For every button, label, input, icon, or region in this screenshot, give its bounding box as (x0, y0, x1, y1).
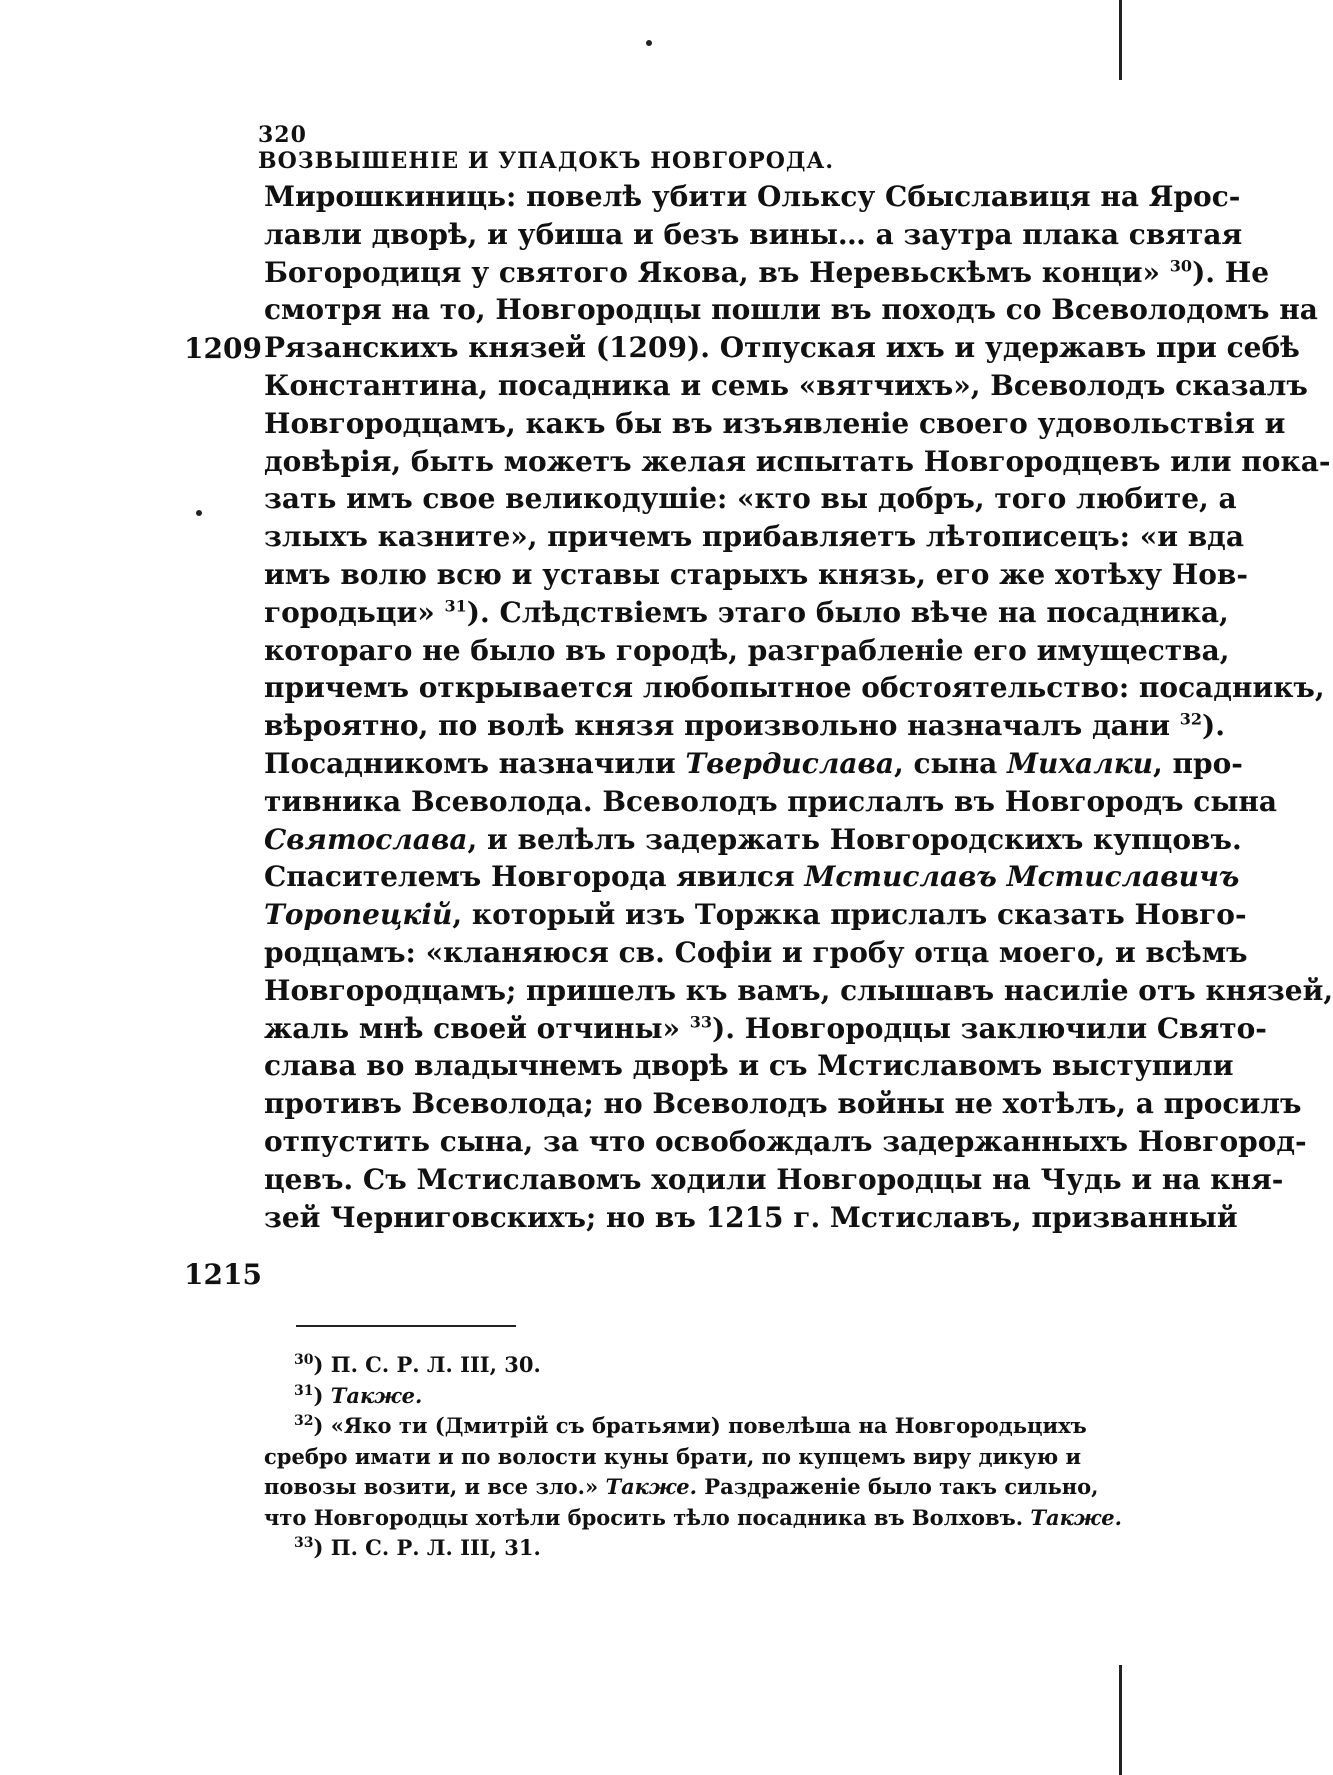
text-line: противъ Всеволода; но Всеволодъ войны не хотѣлъ, а просилъ (264, 1087, 1302, 1121)
page-header (258, 122, 898, 174)
text-line: имъ волю всю и уставы старыхъ князь, его же хотѣху Нов- (264, 557, 1248, 591)
text-line: Спасителемъ Новгорода явился Мстиславъ Мстиславичъ (264, 860, 1240, 894)
text-line: Новгородцамъ; пришелъ къ вамъ, слышавъ насиліе отъ князей, (264, 973, 1333, 1007)
body-text (264, 178, 1333, 1236)
text-line: Константина, посадника и семь «вятчихъ», Всеволодъ сказалъ (264, 368, 1308, 402)
footnote-marker: 33 (294, 1535, 314, 1551)
text-line: Мирошкиниць: повелѣ убити Олькcу Сбыславиця на Ярос- (264, 180, 1241, 213)
text-line: Торопецкій, который изъ Торжка прислалъ сказать Новго- (264, 898, 1247, 932)
footnote-31: $^{31}$) Также. (294, 1382, 423, 1408)
footnote-32-cont: повозы возити, и все зло.» Также. Раздраженіе было такъ сильно, (264, 1474, 1099, 1499)
footnote-32-cont: сребро имати и по волости куны брати, по купцемъ виру дикую и (264, 1443, 1082, 1469)
text-line: довѣрія, быть можетъ желая испытать Новгородцевъ или пока- (264, 444, 1331, 478)
text-line: Богородиця у святого Якова, въ Неревьскѣмъ конци» $^{30}$). Не (264, 255, 1270, 289)
footnote-32-cont: что Новгородцы хотѣли бросить тѣло посадника въ Волховъ. Также. (264, 1504, 1122, 1530)
text-line: котораго не было въ городѣ, разграбленіе его имущества, (264, 633, 1230, 667)
footnote-ref: 33 (689, 1012, 713, 1032)
text-line: отпустить сына, за что освобождалъ задержанныхъ Новгород- (264, 1124, 1307, 1158)
text-line: причемъ открывается любопытное обстоятельство: посадникъ, (264, 671, 1325, 705)
italic-name: Твердислава (685, 746, 895, 780)
page-edge-line-bottom (1119, 1665, 1122, 1775)
text-line: жаль мнѣ своей отчины» $^{33}$). Новгородцы заключили Свято- (264, 1011, 1267, 1045)
scan-speck (646, 40, 652, 46)
text-line: тивника Всеволода. Всеволодъ прислалъ въ Новгородъ сына (264, 784, 1278, 818)
italic-name: Торопецкій (264, 898, 453, 932)
footnote-ref: 30 (1169, 256, 1193, 276)
italic-name: Мстиславъ Мстиславичъ (804, 860, 1240, 894)
italic-name: Михалки (1007, 746, 1154, 780)
text-line: зать имъ свое великодушіе: «кто вы добръ, того любите, а (264, 482, 1237, 516)
margin-year-1209: 1209 (184, 332, 262, 365)
text-line: родцамъ: «кланяюся св. Софіи и гробу отца моего, и всѣмъ (264, 935, 1248, 969)
footnote-32: $^{32}$) «Яко ти (Дмитрій съ братьями) повелѣша на Новгородьцихъ (294, 1413, 1087, 1438)
running-head: ВОЗВЫШЕНІЕ И УПАДОКЪ НОВГОРОДА. (258, 148, 835, 174)
text-line: смотря на то, Новгородцы пошли въ походъ со Всеволодомъ на (264, 293, 1318, 327)
text-line: зей Черниговскихъ; но въ 1215 г. Мстиславъ, призванный (264, 1200, 1238, 1234)
text-line: цевъ. Съ Мстиславомъ ходили Новгородцы на Чудь и на кня- (264, 1162, 1284, 1196)
page-edge-line (1119, 0, 1122, 80)
text-line: слава во владычнемъ дворѣ и съ Мстиславомъ выступили (264, 1049, 1234, 1083)
footnote-ref: 32 (1179, 709, 1203, 729)
page-number: 320 (258, 122, 307, 148)
italic-name: Святослава (264, 822, 468, 856)
footnote-ref: 31 (444, 596, 467, 616)
footnote-marker: 32 (294, 1413, 314, 1429)
footnote-marker: 30 (294, 1352, 314, 1368)
text-line: Рязанскихъ князей (1209). Отпуская ихъ и удержавъ при себѣ (264, 331, 1300, 365)
footnote-30: $^{30}$) П. С. Р. Л. III, 30. (294, 1352, 541, 1377)
text-line: Новгородцамъ, какъ бы въ изъявленіе своего удовольствія и (264, 406, 1286, 440)
text-line: Посадникомъ назначили Твердислава, сына Михалки, про- (264, 746, 1243, 780)
text-line: лавли дворѣ, и убиша и безъ вины… а заутра плака святая (264, 217, 1243, 251)
text-line: вѣроятно, по волѣ князя произвольно назначалъ дани $^{32}$). (264, 709, 1226, 743)
footnote-33: $^{33}$) П. С. Р. Л. III, 31. (294, 1535, 541, 1560)
footnote-marker: 31 (294, 1382, 314, 1399)
footnotes (264, 1350, 1122, 1564)
footnote-divider (296, 1325, 516, 1327)
margin-year-1215: 1215 (184, 1258, 262, 1291)
text-line: Святослава, и велѣлъ задержать Новгородскихъ купцовъ. (264, 822, 1242, 856)
text-line: городьци» $^{31}$). Слѣдствіемъ этаго было вѣче на посадника, (264, 595, 1229, 629)
scan-speck (196, 510, 202, 516)
text-line: злыхъ казните», причемъ прибавляетъ лѣтописецъ: «и вда (264, 520, 1244, 554)
